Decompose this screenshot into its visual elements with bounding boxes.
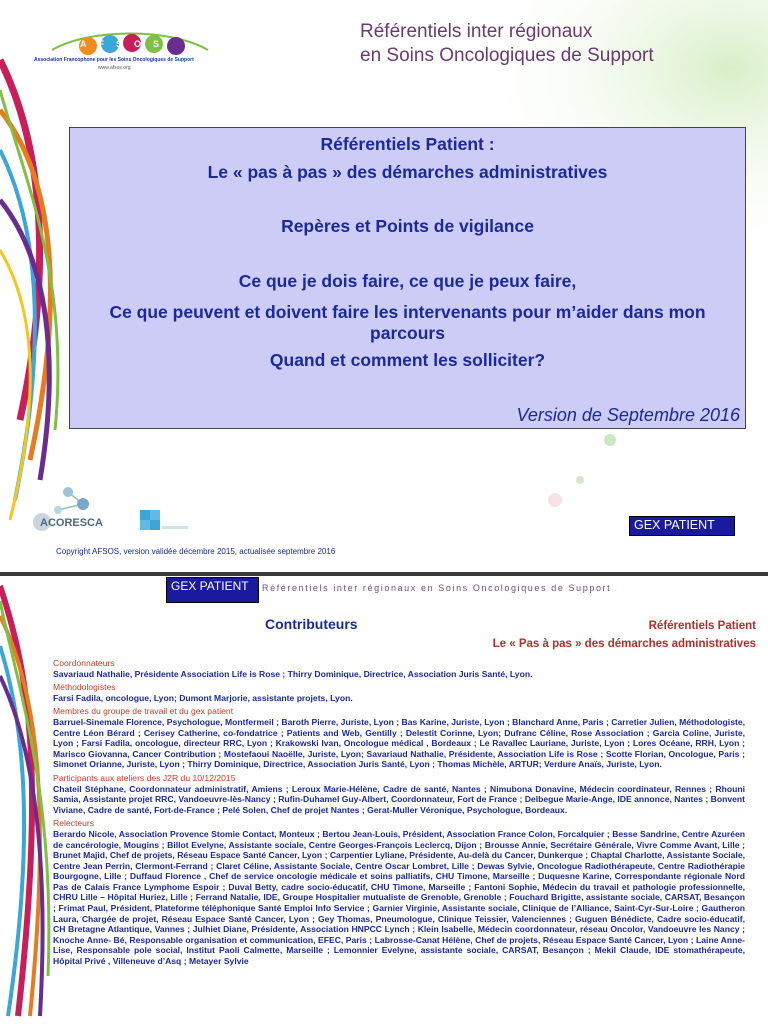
section-text: Chateil Stéphane, Coordonnateur administratif, Amiens ; Leroux Marie-Hélène, Cadre de santé, Nantes ; Nimubona Donavine, Médecin coordinateur, Rennes ; Rhouni Samia, Assistante projet RRC, Vandoeuvre-lès-Nancy ; Rufin-Duhamel Guy-Albert, Coordonnateur, Fort de France ; Delbegue Marie-Ange, IDE annonce, Nantes ; Bonvent Viviane, Cadre de santé, Fort-de-France ; Pelé Solen, Chef de projet Nantes ; Gerat-Muller Véronique, Psychologue, Bordeaux.	[53, 783, 745, 815]
afsos-tagline: Association Francophone pour les Soins Oncologiques de Support	[34, 57, 194, 63]
acoresca-text: ACORESCA	[40, 517, 103, 529]
box-line-2: Le « pas à pas » des démarches administratives	[207, 162, 608, 182]
section-heading: Relecteurs	[53, 818, 95, 829]
section-heading: Participants aux ateliers des J2R du 10/12/2015	[53, 772, 236, 783]
box-line-5: Ce que peuvent et doivent faire les intervenants pour m’aider dans mon	[109, 302, 706, 322]
section-text: Berardo Nicole, Association Provence Stomie Contact, Monteux ; Bertou Jean-Louis, Président, Association France Colon, Forcalquier ; Besse Sandrine, Centre Azuréen de cancérologie, Mougins ; Billot Evelyne, Assistante sociale, Centre Georges-François Leclercq, Dijon ; Brousse Annie, Secrétaire Générale, Vivre Comme Avant, Lille ; Brunet Majid, Chef de projets, Réseau Espace Santé Cancer, Lyon ; Carpentier Lyliane, Présidente, Au-delà du Cancer, Dunkerque ; Chaptal Charlotte, Assistante Sociale, Centre Jean Perrin, Clermont-Ferrand ; Claret Céline, Assistante Sociale, Centre Oscar Lombret, Lille ; Dewas Sylvie, Oncologue Radiothérapeute, Centre Radiothérapie Bourgogne, Lille ; Duffaud Florence , Chef de service oncologie médicale et soins palliatifs, CHU Timone, Marseille ; Duquesne Karine, Correspondante régionale Nord Pas de Calais France Lymphome Espoir ; Duval Betty, cadre socio-éducatif, CHU Timone, Marseille ; Fantoni Sophie, Médecin du travail et pathologie professionnelle, CHRU Lille – Hôpital Huriez, Lille ; Ferrand Natalie, IDE, Groupe Hospitalier mutualiste de Grenoble, Grenoble ; Fouchard Brigitte, assistante sociale, CARSAT, Besançon ; Frimat Paul, Président, Plateforme téléphonique Santé Emploi Info Service ; Garnier Virginie, Assistante sociale, Clinique de l’Alliance, Saint-Cyr-Sur-Loire ; Gautheron Laura, Chargée de projet, Réseau Espace Santé Cancer, Lyon ; Gey Thomas, Pneumologue, Clinique Teissier, Valenciennes ; Guguen Bénédicte, Cadre socio-éducatif, CH Bretagne Atlantique, Vannes ; Julhiet Diane, Présidente, Association HNPCC Lynch ; Klein Isabelle, Médecin coordonnateur, réseau Oncolor, Vandoeuvre les Nancy ; Knoche Anne- Bé, Responsable organisation et communication, EFEC, Paris ; Labrosse-Canat Hélène, Chef de projets, Réseau Espace Santé Cancer, Lyon ; Laine Anne-Lise, Responsable pole social, Institut Paoli Calmette, Marseille ; Lemonnier Evelyne, assistante sociale, CARSAT, Besançon ; Mekil Claude, IDE stomathérapeute, Hôpital Privé , Villeneuve d’Asq ; Metayer Sylvie	[53, 828, 745, 967]
slide-header-title	[360, 20, 654, 68]
section-text: Farsi Fadila, oncologue, Lyon; Dumont Marjorie, assistante projets, Lyon.	[53, 692, 353, 703]
header-title-line2: en Soins Oncologiques de Support	[360, 45, 654, 66]
section-heading: Coordonnateurs	[53, 658, 115, 668]
section-heading: Membres du groupe de travail et du gex patient	[53, 706, 234, 717]
box-line-6: parcours	[370, 323, 445, 343]
gex-patient-button[interactable]: GEX PATIENT	[629, 516, 735, 536]
header-title-line1: Référentiels inter régionaux	[360, 21, 593, 42]
copyright-text: Copyright AFSOS, version validée décembre 2015, actualisée septembre 2016	[56, 547, 336, 556]
ref-title: Référentiels Patient	[648, 620, 756, 632]
box-line-4: Ce que je dois faire, ce que je peux faire,	[238, 271, 577, 291]
afsos-url: www.afsos.org	[98, 65, 131, 71]
box-line-3: Repères et Points de vigilance	[281, 216, 534, 236]
partner-puzzle-icon	[132, 506, 192, 532]
afsos-logo-text: AFSOS	[80, 39, 172, 49]
header-title-small: Référentiels inter régionaux en Soins Oncologiques de Support	[262, 583, 612, 593]
contributors-content	[53, 658, 745, 970]
partner-logo	[132, 506, 192, 532]
gex-patient-header-button[interactable]: GEX PATIENT	[166, 577, 259, 603]
title-box	[69, 127, 746, 429]
section-text: Savariaud Nathalie, Présidente Association Life is Rose ; Thirry Dominique, Directrice, Association Juris Santé, Lyon.	[53, 668, 533, 679]
section-heading: Méthodologistes	[53, 682, 116, 693]
version-label: Version de Septembre 2016	[516, 405, 740, 425]
box-line-7: Quand et comment les solliciter?	[269, 350, 546, 370]
ref-subtitle: Le « Pas à pas » des démarches administratives	[492, 638, 756, 650]
box-line-1: Référentiels Patient :	[320, 134, 495, 154]
section-text: Barruel-Sinemale Florence, Psychologue, Montfermeil ; Baroth Pierre, Juriste, Lyon ; Bas Karine, Juriste, Lyon ; Blanchard Anne, Paris ; Carretier Julien, Méthodologiste, Centre Léon Bérard ; Cerisey Catherine, co-fondatrice ; Patients and Web, Gentilly ; Delestit Corinne, Lyon; Dufranc Céline, Rose Association ; Garcia Coline, Juriste, Lyon ; Farsi Fadila, oncologue, directeur RRC, Lyon ; Krakowski Ivan, Oncologue médical , Bordeaux ; Le Ravallec Lauriane, Juriste, Lyon ; Lores Océane, RRH, Lyon ; Marisco Giovanna, Cancer Contribution ; Mostefaoui Naoëlle, Juriste, Lyon; Savariaud Nathalie, Présidente, Association Life is Rose ; Scotte Florian, Oncologue, Paris ; Simonet Orianne, Juriste, Lyon ; Thirry Dominique, Directrice, Association Juris Santé, Lyon ; Thomas Michèle, ARTUR; Verdure Anaïs, Juriste, Lyon.	[53, 716, 745, 770]
acoresca-logo	[28, 482, 123, 534]
contributors-title: Contributeurs	[265, 616, 358, 632]
